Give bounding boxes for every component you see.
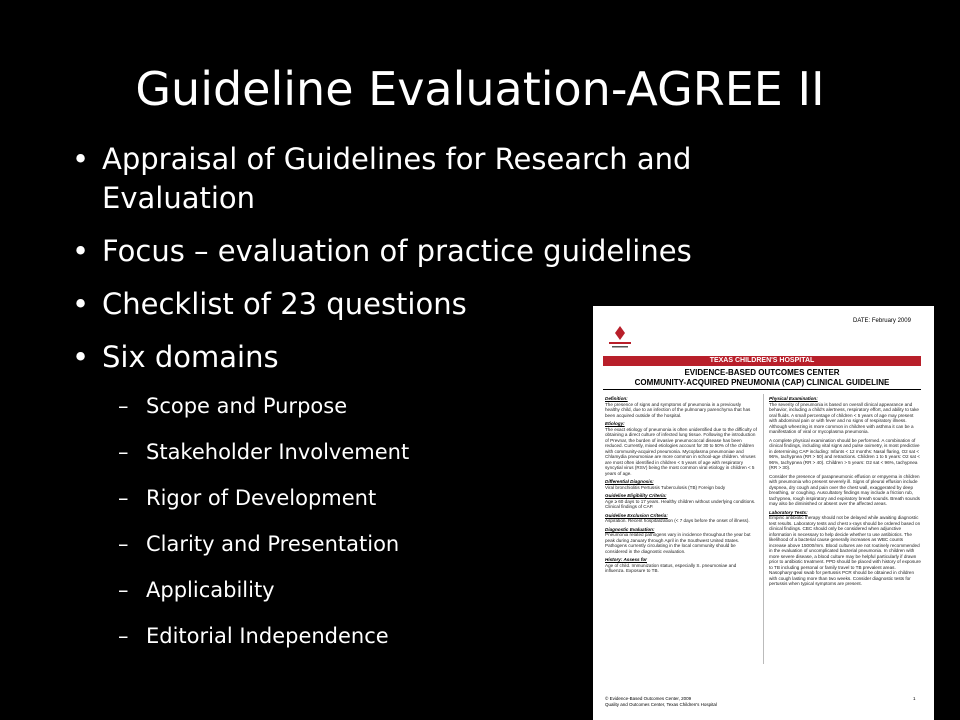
doc-column-divider [763,394,764,664]
doc-section-text: Consider the presence of parapneumonic effusion or empyema in children with pneumonia who present severely ill. Signs of pleural effusion include dyspnea, dry cough and pain over the chest wall, exaggerated by deep breathing, or coughing. Auscultatory findings may include a friction rub, tachypnea, rough inspiratory and expiratory breath sounds. Breath sounds may also be diminished or absent over the affected areas. [769,473,920,506]
domain-item: – Rigor of Development [118,486,377,510]
guideline-document-image [593,306,934,720]
doc-section-text: Empiric antibiotic therapy should not be delayed while awaiting diagnostic test results. Laboratory tests and chest x-rays should be ordered based on clinical findings. CBC should only be considered when adjunctive information is necessary to help decide whether to use antibiotics. The likelihood of a bacterial cause generally increases as WBC counts increase above 15000/mm. Blood cultures are not routinely recommended in the evaluation of uncomplicated bacterial pneumonia. In children with more severe disease, a blood culture may be helpful particularly if drawn prior to antibiotic treatment. PPD should be placed with history of exposure to TB including personal or family travel to TB prevalent areas. Nasopharyngeal swab for pertussis PCR should be obtained in children with cough lasting more than two weeks. Consider diagnostic tests for pertussis when typical symptoms are present. [769,515,921,586]
doc-guideline-title: COMMUNITY-ACQUIRED PNEUMONIA (CAP) CLINICAL GUIDELINE [603,378,921,390]
doc-left-column [605,394,757,577]
doc-section-text: Aspiration. Recent hospitalization (< 7 days before the onset of illness). [605,518,750,523]
doc-section-heading: Diagnostic Evaluation: [605,526,655,532]
doc-hospital-bar: TEXAS CHILDREN'S HOSPITAL [603,356,921,366]
doc-section-text: A complete physical examination should be performed. A combination of clinical findings, including vital signs and pulse oximetry, is most predictive in determining CAP including: Infants < 12 months: Nasal flaring, O2 sat < 96%, tachypnea (RR > 50) and retractions. Children 1 to 5 years: O2 sat < 96%, tachypnea (RR > 40). Children > 5 years: O2 sat < 96%, tachypnea (RR > 30). [769,437,920,470]
doc-section-heading: History: Assess for [605,557,647,562]
domain-item: – Applicability [118,578,275,602]
doc-section-heading: Differential Diagnosis: [605,479,654,484]
domain-item: – Scope and Purpose [118,394,348,418]
domain-item: – Clarity and Presentation [118,532,400,556]
doc-footer: © Evidence-Based Outcomes Center, 2009 Quality and Outcomes Center, Texas Children's Hospital [605,696,717,707]
doc-section-text: The presence of signs and symptoms of pneumonia in a previously healthy child, due to an infection of the pulmonary parenchyma that has been acquired outside of the hospital. [605,401,751,418]
doc-section-text: The exact etiology of pneumonia is often unidentified due to the difficulty of obtaining a direct culture of infected lung tissue. Following the introduction of Prevnar, the burden of invasive pneumococcal disease has been reduced. Currently, mixed etiologies account for 30 to 50% of the children with community-acquired pneumonia. Mycoplasma pneumoniae and Chlamydia pneumoniae are more common in school-age children. Viruses are most often identified in children < 5 years of age with respiratory syncytial virus (RSV) being the most common viral etiology in children < 5 years of age. [605,426,757,476]
bullet-item: • Six domains [72,338,832,377]
domain-item: – Stakeholder Involvement [118,440,410,464]
doc-section-text: The severity of pneumonia is based on overall clinical appearance and behavior, including a child's alertness, respiratory effort, and ability to take oral fluids. A small percentage of children < 5 years of age may present with abdominal pain or with fever and no signs of respiratory illness. Although wheezing is more common in children with asthma it can be a manifestation of viral or mycoplasma pneumonia. [769,401,919,434]
doc-section-heading: Guideline Eligibility Criteria: [605,493,667,498]
doc-section-heading: Laboratory Tests: [769,509,808,515]
doc-section-text: Pneumonia related pathogens vary in incidence throughout the year but peak during January through April in the Southwest United States. Pathogens currently circulating in the local community should be considered in the diagnostic evaluation. [605,532,751,554]
doc-section-heading: Guideline Exclusion Criteria: [605,512,668,518]
hospital-logo-icon [603,324,637,350]
doc-center: EVIDENCE-BASED OUTCOMES CENTER [684,368,840,377]
bullet-item: • Focus – evaluation of practice guidelines [72,232,832,271]
domain-item: – Editorial Independence [118,624,389,648]
doc-section-text: Age ≥ 60 days to 17 years. Healthy children without underlying conditions. Clinical findings of CAP. [605,498,756,509]
doc-section-heading: Physical Examination: [769,396,818,401]
doc-page-number: 1 [913,696,916,701]
bullet-item: • Appraisal of Guidelines for Research and Evaluation [72,140,832,218]
doc-section-text: Viral bronchiolitis Pertussis Tuberculosis (TB) Foreign body [605,484,726,490]
bullet-item: • Checklist of 23 questions [72,285,832,324]
doc-date: DATE: February 2009 [853,318,911,324]
doc-section-heading: Etiology: [605,421,625,426]
doc-section-text: Age of child. Immunization status, especially S. pneumoniae and influenza. Exposure to TB. [605,562,737,573]
doc-right-column [769,394,921,590]
doc-section-heading: Definition: [605,396,628,401]
slide-title: Guideline Evaluation-AGREE II [135,62,825,116]
